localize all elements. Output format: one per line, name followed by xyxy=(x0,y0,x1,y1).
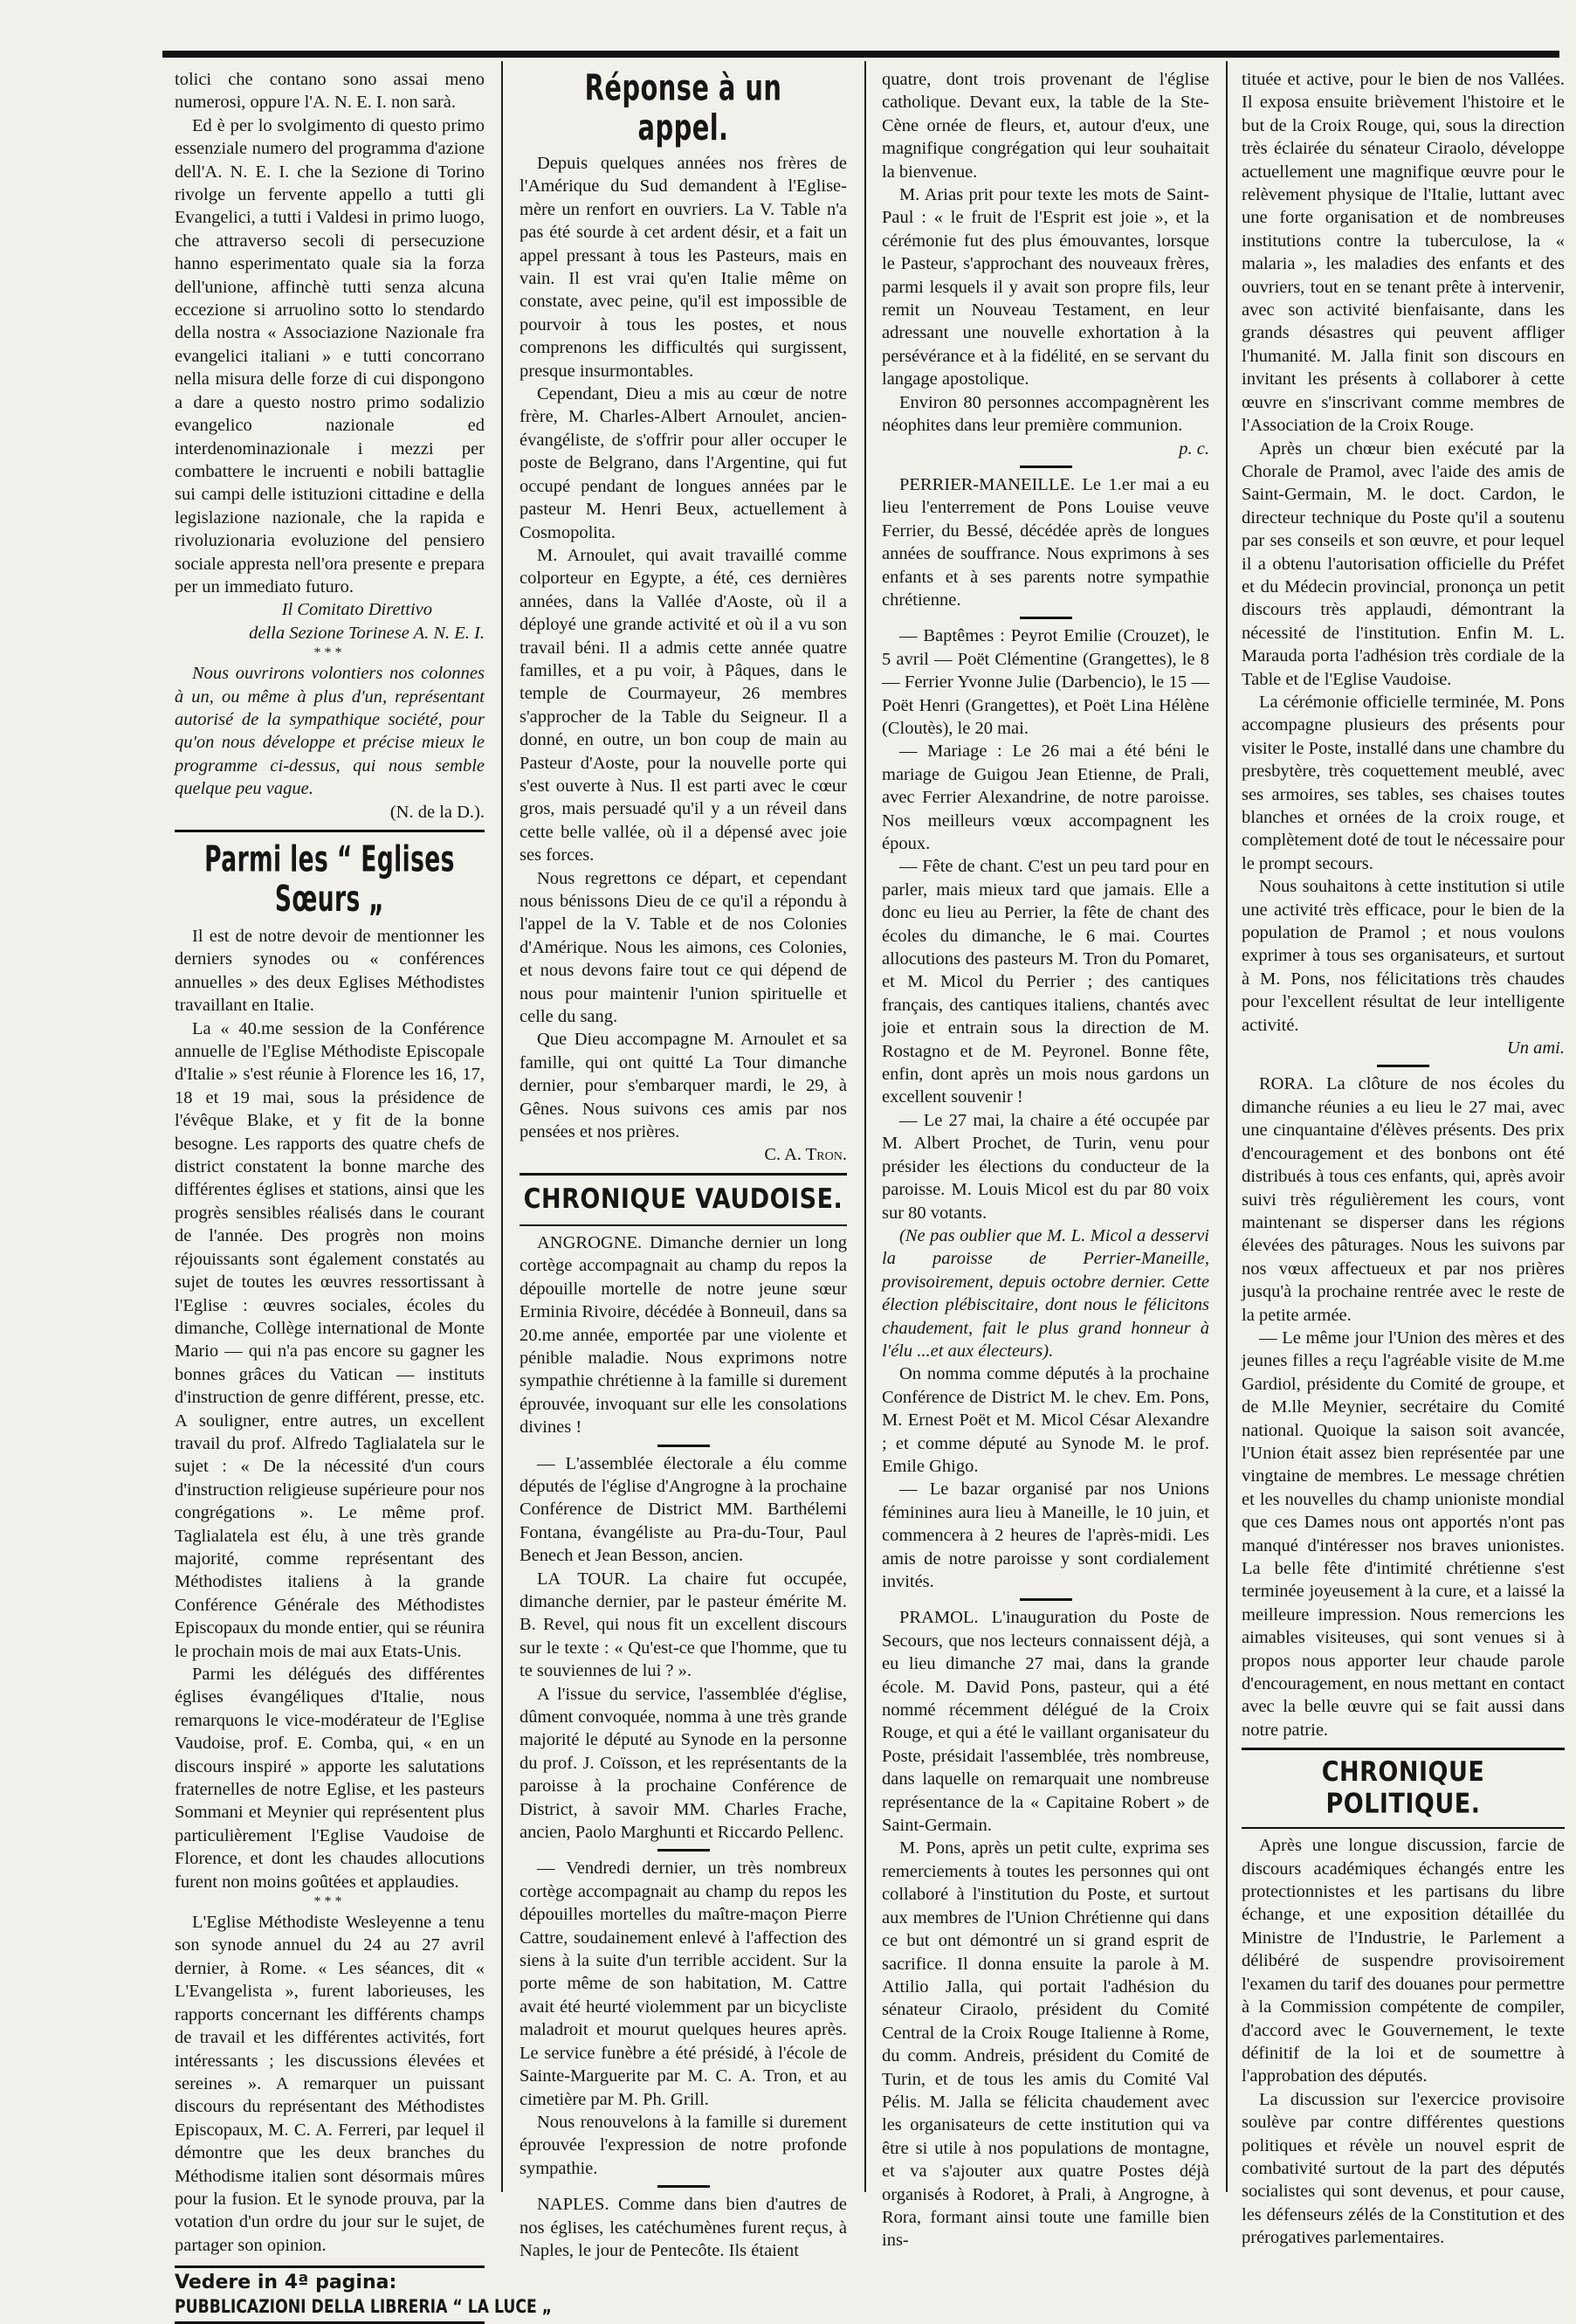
paragraph: Il est de notre devoir de mentionner les derniers synodes ou « conférences annuelles » des deux Eglises Méthodistes travaillant en Italie. xyxy=(175,927,485,1016)
paragraph: PERRIER-MANEILLE. Le 1.er mai a eu lieu l'enterrement de Pons Louise veuve Ferrier, du Bessé, décédée après de longues années de souffrance. Nous exprimons à ses enfants et à ses parents notre sympathie chrétienne. xyxy=(882,474,1209,610)
section-rule xyxy=(520,1224,847,1226)
column-4 xyxy=(1242,68,1566,2248)
paragraph: Ed è per lo svolgimento di questo primo essenziale numero del programma d'azione dell'A. N. E. I. che la Sezione di Torino rivolge un fervente appello a tutti gli Evangelici, a tutti i Valdesi in primo luogo, che attraverso secoli di persecuzione hanno esperimentato quale sia la forza dell'unione, affinchè tutti senza alcuna eccezione si arruolino sotto lo stendardo della nostra « Associazione Nazionale fra evangelici italiani » e tutti concorrano nella misura delle forze di cui dispongono a dare a questo nostro primo sodalizio evangelico nazionale ed interdenominazionale i mezzi per combattere le incruenti e nobili battaglie sui campi delle istituzioni cittadine e della legislazione nazionale, che la rapida e rivoluzionaria evoluzione del pensiero sociale appresta nell'ora presente e prepara per un immediato futuro. xyxy=(175,115,485,597)
paragraph: LA TOUR. La chaire fut occupée, dimanche dernier, par le pasteur émérite M. B. Revel, qui nous fit un excellent discours sur le texte : « Qu'est-ce que l'homme, que tu te souviennes de lui ? ». xyxy=(520,1569,847,1681)
top-rule xyxy=(162,51,1559,58)
paragraph: A l'issue du service, l'assemblée d'église, dûment convoquée, nomma à une très grande majorité le député au Synode en la personne du prof. J. Coïsson, et les représentants de la paroisse à la prochaine Conférence de District, à savoir MM. Charles Frache, ancien, Paolo Marghunti et Riccardo Pellenc. xyxy=(520,1684,847,1843)
editor-note: Nous ouvrirons volontiers nos colonnes à un, ou même à plus d'un, représentant autorisé de la sympathique société, pour qu'on nous développe et précise mieux le programme ci-dessus, qui nous semble quelque peu vague. xyxy=(175,664,485,799)
section-heading: CHRONIQUE POLITIQUE. xyxy=(1321,1756,1485,1820)
notice-box xyxy=(175,2265,553,2324)
paragraph: RORA. La clôture de nos écoles du dimanche réunies a eu lieu le 27 mai, avec une cinquantaine d'élèves présents. Des prix d'encouragement et des bonbons ont été distribués à tous ces enfants, qui, après avoir suivi très régulièrement les cours, vont maintenant se disperser dans les régions élevées des pâturages. Nous les suivons par nos vœux affectueux et par nos prières jusqu'à la prochaine rentrée avec le reste de la petite armée. xyxy=(1242,1074,1565,1325)
article-heading: Réponse à un appel. xyxy=(584,67,782,149)
paragraph: — Le bazar organisé par nos Unions féminines aura lieu à Maneille, le 10 juin, et commencera à 2 heures de l'après-midi. Les amis de notre paroisse y sont cordialement invités. xyxy=(882,1479,1209,1591)
paragraph: Nous regrettons ce départ, et cependant nous bénissons Dieu de ce qu'il a répondu à l'appel de la V. Table et de nos Colonies d'Amérique. Nous les aimons, ces Colonies, et nous devons faire tout ce qui dépend de nous pour maintenir l'union spirituelle et celle du sang. xyxy=(520,868,847,1027)
column-divider xyxy=(1226,61,1228,2192)
paragraph: quatre, dont trois provenant de l'église catholique. Devant eux, la table de la Ste-Cène ornée de fleurs, et, autour d'eux, une magnifique congrégation qui leur souhaitait la bienvenue. xyxy=(882,70,1209,182)
paragraph: M. Pons, après un petit culte, exprima ses remerciements à toutes les personnes qui ont collaboré à l'institution du Poste, et surtout aux membres de l'Union Chrétienne qui dans ce but ont démontré un si grand esprit de sacrifice. Il donna ensuite la parole à M. Attilio Jalla, qui portait l'adhésion du sénateur Ciraolo, président du Comité Central de la Croix Rouge Italienne à Rome, du comm. Andreis, président du Comité de Turin, et de tous les amis du Comité Val Pélis. M. Jalla se félicita chaudement avec les organisateurs de cette institution qui va être si utile à nos populations de montagne, et va s'ajouter aux quatre Postes déjà organisés à Rodoret, à Prali, à Angrogne, à Rora, formant ainsi toute une famille bien ins- xyxy=(882,1838,1209,2251)
separator-dash xyxy=(1020,465,1072,468)
paragraph: On nomma comme députés à la prochaine Conférence de District M. le chev. Em. Pons, M. Ernest Poët et M. Micol César Alexandre ; et comme député au Synode M. le prof. Emile Ghigo. xyxy=(882,1364,1209,1476)
paragraph: M. Arias prit pour texte les mots de Saint-Paul : « le fruit de l'Esprit est joie », et la cérémonie fut des plus émouvantes, lorsque le Pasteur, s'approchant des nouveaux frères, parmi lesquels il y avait son propre fils, leur remit un Nouveau Testament, en leur adressant une nouvelle exhortation à la persévérance et à la fidélité, en se servant du langage apostolique. xyxy=(882,185,1209,390)
column-3 xyxy=(882,68,1209,2251)
paragraph: (Ne pas oublier que M. L. Micol a desservi la paroisse de Perrier-Maneille, provisoirement, depuis octobre dernier. Cette élection plébiscitaire, dont nous le félicitons chaudement, fait le plus grand honneur à l'élu ...et aux électeurs). xyxy=(882,1225,1209,1361)
paragraph: tituée et active, pour le bien de nos Vallées. Il exposa ensuite brièvement l'histoire et le but de la Croix Rouge, qui, sous la direction très éclairée du sénateur Ciraolo, développe actuellement une magnifique œuvre pour le relèvement physique de l'Italie, luttant avec une forte organisation et de nombreuses institutions contre la tuberculose, la « malaria », les maladies des enfants et des ouvriers, tout en se tenant prête à intervenir, avec son activité bienfaisante, dans les grands désastres qui peuvent affliger l'humanité. M. Jalla finit son discours en invitant les présents à collaborer à cette œuvre en s'inscrivant comme membres de l'Association de la Croix Rouge. xyxy=(1242,70,1565,436)
section-heading: CHRONIQUE VAUDOISE. xyxy=(523,1183,843,1216)
column-divider xyxy=(501,61,503,2192)
column-1 xyxy=(175,68,553,2317)
section-rule xyxy=(1242,1748,1565,1750)
paragraph: Après un chœur bien exécuté par la Chorale de Pramol, avec l'aide des amis de Saint-Germain, M. le doct. Cardon, le directeur technique du Poste qu'il a soutenu par ses conseils et son œuvre, et pour lequel il a obtenu l'autorisation officielle du Préfet et du Médecin provincial, prononça un petit discours très applaudi, démontrant la nécessité de l'institution. Enfin M. L. Marauda porta l'adhésion très cordiale de la Table et de l'Eglise Vaudoise. xyxy=(1242,438,1565,689)
separator-stars: *** xyxy=(313,645,346,661)
separator-dash xyxy=(657,2185,710,2188)
signature: p. c. xyxy=(1179,438,1209,459)
paragraph: L'Eglise Méthodiste Wesleyenne a tenu son synode annuel du 24 au 27 avril dernier, à Rome. « Les séances, dit « L'Evangelista », furent laborieuses, les rapports concernant les différents champs de travail et les différentes activités, fort intéressants ; les discussions élevées et sereines ». A remarquer un puissant discours du représentant des Méthodistes Episcopaux, M. C. A. Ferreri, par lequel il démontre que les deux branches du Méthodisme italien sont désormais mûres pour la fusion. Et le synode prouva, par la votation d'un ordre du jour sur le sujet, de partager son opinion. xyxy=(175,1913,485,2255)
paragraph: M. Arnoulet, qui avait travaillé comme colporteur en Egypte, a été, ces dernières années, dans la Vallée d'Aoste, où il a déployé une grande activité et où il a vu son travail béni. Il a admis cette année quatre familles, et a pu voir, à Pâques, dans le temple de Courmayeur, 26 membres s'approcher de la Table du Seigneur. Il a donné, en outre, un bon coup de main au Pasteur d'Aoste, pour la nouvelle porte qui s'est ouverte à Nus. Il est parti avec le cœur gros, mais persuadé qu'il y a un réveil dans cette belle vallée, où il a dépensé avec joie ses forces. xyxy=(520,545,847,865)
separator-dash xyxy=(657,1849,710,1852)
separator-dash xyxy=(1020,617,1072,619)
paragraph: — Mariage : Le 26 mai a été béni le mariage de Guigou Jean Etienne, de Prali, avec Ferrier Alexandrine, de notre paroisse. Nos meilleurs vœux accompagnent les époux. xyxy=(882,741,1209,853)
separator-stars: *** xyxy=(313,1894,346,1910)
paragraph: ANGROGNE. Dimanche dernier un long cortège accompagnait au champ du repos la dépouille mortelle de notre jeune sœur Erminia Rivoire, décédée à Bonneuil, dans sa 20.me année, emportée par une violente et pénible maladie. Nous exprimons notre sympathie chrétienne à la famille si durement éprouvée, invoquant sur elle les consolations divines ! xyxy=(520,1232,847,1438)
paragraph: La « 40.me session de la Conférence annuelle de l'Eglise Méthodiste Episcopale d'Italie » s'est réunie à Florence les 16, 17, 18 et 19 mai, sous la présidence de l'évêque Blake, et y fit de la bonne besogne. Les rapports des quatre chefs de district constatent la bonne marche des différentes églises et stations, ainsi que les progrès sensibles réalisés dans le courant de l'année. Des progrès non moins réjouissants sont également constatés au sujet de toutes les œuvres ressortissant à l'Eglise : œuvres sociales, écoles du dimanche, Collège international de Monte Mario — qui n'a pas encore su gagner les bonnes grâces du Vatican — instituts d'instruction de genre différent, presse, etc. A souligner, entre autres, un excellent travail du prof. Alfredo Taglialatela sur le sujet : « De la nécessité d'un cours d'instruction religieuse supérieure pour nos congrégations ». Le même prof. Taglialatela est élu, à une très grande majorité, comme représentant des Méthodistes italiens à la grande Conférence Générale des Méthodistes Episcopaux du monde entier, qui se réunira le prochain mois de mai aux Etats-Unis. xyxy=(175,1018,485,1661)
paragraph: La discussion sur l'exercice provisoire soulève par contre différentes questions politiques et révèle un nouvel esprit de combativité surtout de la part des députés socialistes qui sont devenus, et pour cause, les défenseurs zélés de la Constitution et des prérogatives parlementaires. xyxy=(1242,2089,1565,2248)
paragraph: Environ 80 personnes accompagnèrent les néophites dans leur première communion. xyxy=(882,392,1209,436)
section-rule xyxy=(175,830,485,832)
separator-dash xyxy=(657,1445,710,1447)
paragraph: Après une longue discussion, farcie de discours académiques échangés entre les protectionnistes et les partisans du libre échange, et une exposition détaillée du Ministre de l'Industrie, le Parlement a délibéré de suspendre provisoirement l'examen du tarif des douanes pour permettre à la Commission compétente de compiler, d'accord avec le Gouvernement, le texte définitif de la loi et de soumettre à l'approbation des députés. xyxy=(1242,1836,1565,2086)
signature: C. A. Tron. xyxy=(764,1145,847,1165)
separator-dash xyxy=(1377,1065,1429,1067)
paragraph: Nous souhaitons à cette institution si utile une activité très efficace, pour le bien de la population de Pramol ; et nous voulons exprimer à tous ses organisateurs, et surtout à M. Pons, nos félicitations très chaudes pour l'excellent résultat de leur intelligente activité. xyxy=(1242,877,1565,1035)
signature: Un ami. xyxy=(1506,1038,1565,1059)
section-rule xyxy=(1242,1827,1565,1829)
paragraph: — L'assemblée électorale a élu comme députés de l'église d'Angrogne à la prochaine Conférence de District MM. Barthélemi Fontana, évangéliste au Pra-du-Tour, Paul Benech et Jean Besson, ancien. xyxy=(520,1453,847,1566)
notice-title: Vedere in 4ª pagina: xyxy=(175,2272,397,2294)
paragraph: Que Dieu accompagne M. Arnoulet et sa famille, qui ont quitté La Tour dimanche dernier, pour s'embarquer mardi, le 29, à Gênes. Nous suivons ces amis par nos pensées et nos prières. xyxy=(520,1030,847,1142)
paragraph: tolici che contano sono assai meno numerosi, oppure l'A. N. E. I. non sarà. xyxy=(175,70,485,113)
signature: della Sezione Torinese A. N. E. I. xyxy=(249,623,485,643)
paragraph: PRAMOL. L'inauguration du Poste de Secours, que nos lecteurs connaissent déjà, a eu lieu dimanche 27 mai, dans la grande école. M. David Pons, pasteur, qui a été nommé récemment délégué de la Croix Rouge, et qui a été le vaillant organisateur du Poste, présidait l'assemblée, très nombreuse, dans laquelle on remarquait une nombreuse représentance de la « Capitaine Robert » de Saint-Germain. xyxy=(882,1608,1209,1836)
editor-note-signature: (N. de la D.). xyxy=(389,802,485,822)
column-divider xyxy=(864,61,866,2192)
separator-dash xyxy=(1020,1598,1072,1601)
paragraph: — Le 27 mai, la chaire a été occupée par M. Albert Prochet, de Turin, venu pour présider les élections du conducteur de la paroisse. M. Louis Micol est du par 80 voix sur 80 votants. xyxy=(882,1110,1209,1223)
paragraph: Depuis quelques années nos frères de l'Amérique du Sud demandent à l'Eglise-mère un renfort en ouvriers. La V. Table n'a pas été sourde à cet ardent désir, et a fait un appel pressant à tous les Pasteurs, mais en vain. Il est vrai qu'en Italie même on constate, avec peine, qu'il est impossible de pourvoir à tous les postes, et nous comprenons les difficultés qui surgissent, presque insurmontables. xyxy=(520,154,847,381)
section-heading: Parmi les “ Eglises Sœurs „ xyxy=(204,838,455,921)
paragraph: — Le même jour l'Union des mères et des jeunes filles a reçu l'agréable visite de M.me Gardiol, présidente du Comité de groupe, et de M.lle Meynier, secrétaire du Comité national. Quoique la saison soit avancée, l'Union était assez bien représentée par une vingtaine de membres. Le message chrétien et les nouvelles du champ unioniste mondial que ces Dames nous ont apportés n'ont pas manqué d'intéresser nos braves unionistes. La belle fête d'intimité chrétienne s'est terminée joyeusement à la cure, et a laissé la meilleure impression. Nous remercions les aimables visiteuses, qui sont venues si à propos nous apporter leur chaude parole d'encouragement, en nous mettant en contact avec la belle œuvre qui se fait aussi dans notre patrie. xyxy=(1242,1328,1565,1740)
paragraph: Parmi les délégués des différentes églises évangéliques d'Italie, nous remarquons le vice-modérateur de l'Eglise Vaudoise, prof. E. Comba, qui, « en un discours inspiré » apporte les salutations fraternelles de notre Eglise, et les pasteurs Sommani et Meynier qui représentent plus particulièrement l'Eglise Vaudoise de Florence, et dont les chaudes allocutions furent non moins goûtées et applaudies. xyxy=(175,1665,485,1892)
section-rule xyxy=(520,1173,847,1176)
paragraph: — Baptêmes : Peyrot Emilie (Crouzet), le 5 avril — Poët Clémentine (Grangettes), le 8 — Ferrier Yvonne Julie (Darbencio), le 15 — Poët Henri (Grangettes), et Poët Lina Hélène (Cloutès), le 20 mai. xyxy=(882,626,1209,738)
paragraph: — Vendredi dernier, un très nombreux cortège accompagnait au champ du repos les dépouilles mortelles du maître-maçon Pierre Cattre, soudainement enlevé à l'affection des siens à la suite d'un terrible accident. Sur la porte même de son habitation, M. Cattre avait été heurté violemment par un bicycliste maladroit et mourut quelques heures après. Le service funèbre a été présidé, à l'école de Sainte-Marguerite par M. C. A. Tron, et au cimetière par M. Ph. Grill. xyxy=(520,1859,847,2109)
column-2 xyxy=(520,67,847,2260)
paragraph: NAPLES. Comme dans bien d'autres de nos églises, les catéchumènes furent reçus, à Naples, le jour de Pentecôte. Ils étaient xyxy=(520,2195,847,2260)
paragraph: Nous renouvelons à la famille si durement éprouvée l'expression de notre profonde sympathie. xyxy=(520,2112,847,2178)
paragraph: Cependant, Dieu a mis au cœur de notre frère, M. Charles-Albert Arnoulet, ancien-évangéliste, de s'offrir pour aller occuper le poste de Belgrano, dans l'Argentine, qui fut occupé pendant de longues années par le pasteur M. Henri Beux, actuellement à Cosmopolita. xyxy=(520,384,847,542)
paragraph: — Fête de chant. C'est un peu tard pour en parler, mais mieux tard que jamais. Elle a donc eu lieu au Perrier, la fête de chant des écoles du dimanche, le 6 mai. Courtes allocutions des pasteurs M. Tron du Pomaret, et M. Micol du Perrier ; des cantiques français, des cantiques italiens, chantés avec joie et entrain sous la direction de M. Rostagno et de M. Peyronel. Bonne fête, enfin, dont après un mois nous gardons un excellent souvenir ! xyxy=(882,857,1209,1107)
notice-text: PUBBLICAZIONI DELLA LIBRERIA “ LA LUCE „ xyxy=(175,2295,553,2317)
signature: Il Comitato Direttivo xyxy=(281,600,432,620)
paragraph: La cérémonie officielle terminée, M. Pons accompagne plusieurs des présents pour visiter le Poste, installé dans une chambre du presbytère, très coquettement meublé, avec ses armoires, ses tables, ses chaises toutes blanches et ornées de la croix rouge, et complètement doté de tout le nécessaire pour le prompt secours. xyxy=(1242,692,1566,873)
